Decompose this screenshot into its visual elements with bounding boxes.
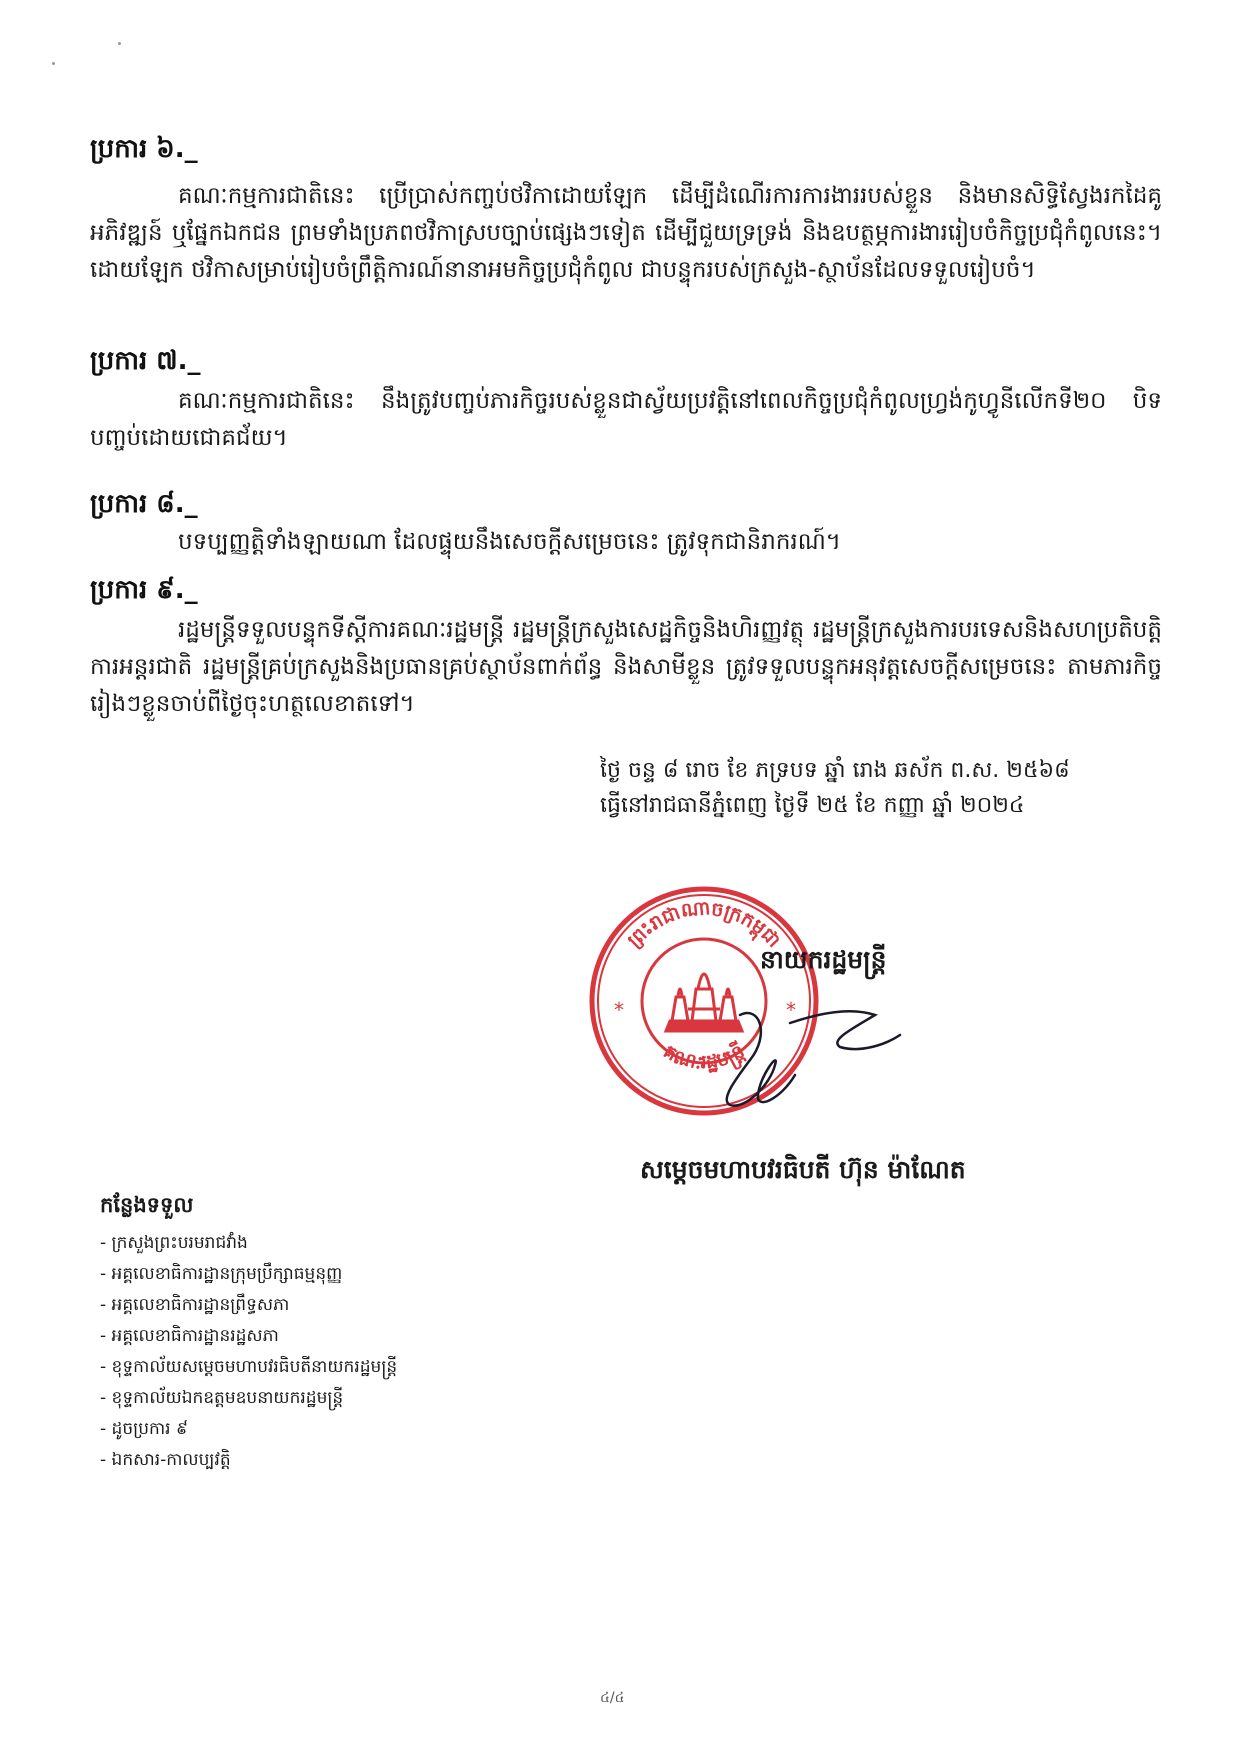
recipient-item: - ដូចប្រការ ៩	[100, 1414, 397, 1445]
recipient-item: - អគ្គលេខាធិការដ្ឋានរដ្ឋសភា	[100, 1321, 397, 1352]
signer-title: នាយករដ្ឋមន្ត្រី	[760, 945, 887, 974]
page-number: ៤/៤	[600, 1690, 625, 1706]
article-9-body: រដ្ឋមន្ត្រីទទួលបន្ទុកទីស្ដីការគណៈរដ្ឋមន្ត្រី រដ្ឋមន្ត្រីក្រសួងសេដ្ឋកិច្ចនិងហិរញ្ញវត្ថុ រដ្ឋមន្ត្រីក្រសួងការបរទេសនិងសហប្រតិបត្តិការអន្តរជាតិ រដ្ឋមន្ត្រីគ្រប់ក្រសួងនិងប្រធានគ្រប់ស្ថាប័នពាក់ព័ន្ធ និងសាមីខ្លួន ត្រូវទទួលបន្ទុកអនុវត្តសេចក្ដីសម្រេចនេះ តាមភារកិច្ចរៀងៗខ្លួនចាប់ពីថ្ងៃចុះហត្ថលេខាតទៅ។	[90, 617, 1162, 717]
seal-star-right: *	[786, 998, 796, 1022]
article-8-heading: ប្រការ ៨._	[90, 489, 198, 519]
seal-bottom-text: គណៈរដ្ឋមន្ត្រី	[659, 1040, 749, 1075]
recipient-item: - ក្រសួងព្រះបរមរាជវាំង	[100, 1228, 397, 1259]
handwritten-signature	[700, 1005, 910, 1125]
scan-speck	[118, 42, 121, 45]
recipient-item: - អគ្គលេខាធិការដ្ឋានក្រុមប្រឹក្សាធម្មនុញ្ញ	[100, 1259, 397, 1290]
date-line-solar: ធ្វើនៅរាជធានីភ្នំពេញ ថ្ងៃទី ២៥ ខែ កញ្ញា ឆ្នាំ ២០២៤	[600, 793, 1025, 818]
article-7-body: គណៈកម្មការជាតិនេះ នឹងត្រូវបញ្ចប់ភារកិច្ចរបស់ខ្លួនជាស្វ័យប្រវត្តិនៅពេលកិច្ចប្រជុំកំពូលហ្វ្រង់កូហ្វូនីលើកទី២០ បិទបញ្ចប់ដោយជោគជ័យ។	[90, 388, 1162, 451]
seal-top-text: ព្រះរាជាណាចក្រកម្ពុជា	[623, 897, 785, 952]
recipient-item: - ឯកសារ-កាលប្បវត្តិ	[100, 1445, 397, 1476]
date-line-lunar: ថ្ងៃ ចន្ទ ៨ រោច ខែ ភទ្របទ ឆ្នាំ រោង ឆស័ក ព.ស. ២៥៦៨	[600, 758, 1070, 783]
article-8-body: បទប្បញ្ញត្តិទាំងឡាយណា ដែលផ្ទុយនឹងសេចក្ដីសម្រេចនេះ ត្រូវទុកជានិរាករណ៍។	[178, 529, 841, 555]
article-7-heading: ប្រការ ៧._	[90, 346, 201, 376]
signer-name: សម្ដេចមហាបវរធិបតី ហ៊ុន ម៉ាណែត	[640, 1155, 966, 1184]
recipients-list	[100, 1228, 397, 1476]
article-9-heading: ប្រការ ៩._	[90, 575, 198, 605]
recipient-item: - ខុទ្ទកាល័យឯកឧត្តមឧបនាយករដ្ឋមន្ត្រី	[100, 1383, 397, 1414]
scan-speck	[52, 62, 55, 65]
recipient-item: - ខុទ្ទកាល័យសម្ដេចមហាបវរធិបតីនាយករដ្ឋមន្ត្រី	[100, 1352, 397, 1383]
seal-star-left: *	[614, 998, 624, 1022]
recipients-title: កន្លែងទទួល	[100, 1193, 194, 1217]
article-6-body: គណៈកម្មការជាតិនេះ ប្រើប្រាស់កញ្ចប់ថវិកាដោយឡែក ដើម្បីដំណើរការការងាររបស់ខ្លួន និងមានសិទ្ធិស្វែងរកដៃគូអភិវឌ្ឍន៍ ឬផ្នែកឯកជន ព្រមទាំងប្រភពថវិកាស្របច្បាប់ផ្សេងៗទៀត ដើម្បីជួយទ្រទ្រង់ និងឧបត្ថម្ភការងាររៀបចំកិច្ចប្រជុំកំពូលនេះ។ ដោយឡែក ថវិកាសម្រាប់រៀបចំព្រឹត្តិការណ៍នានាអមកិច្ចប្រជុំកំពូល ជាបន្ទុករបស់ក្រសួង-ស្ថាប័នដែលទទួលរៀបចំ។	[90, 183, 1162, 283]
article-6-heading: ប្រការ ៦._	[90, 134, 198, 164]
recipient-item: - អគ្គលេខាធិការដ្ឋានព្រឹទ្ធសភា	[100, 1290, 397, 1321]
